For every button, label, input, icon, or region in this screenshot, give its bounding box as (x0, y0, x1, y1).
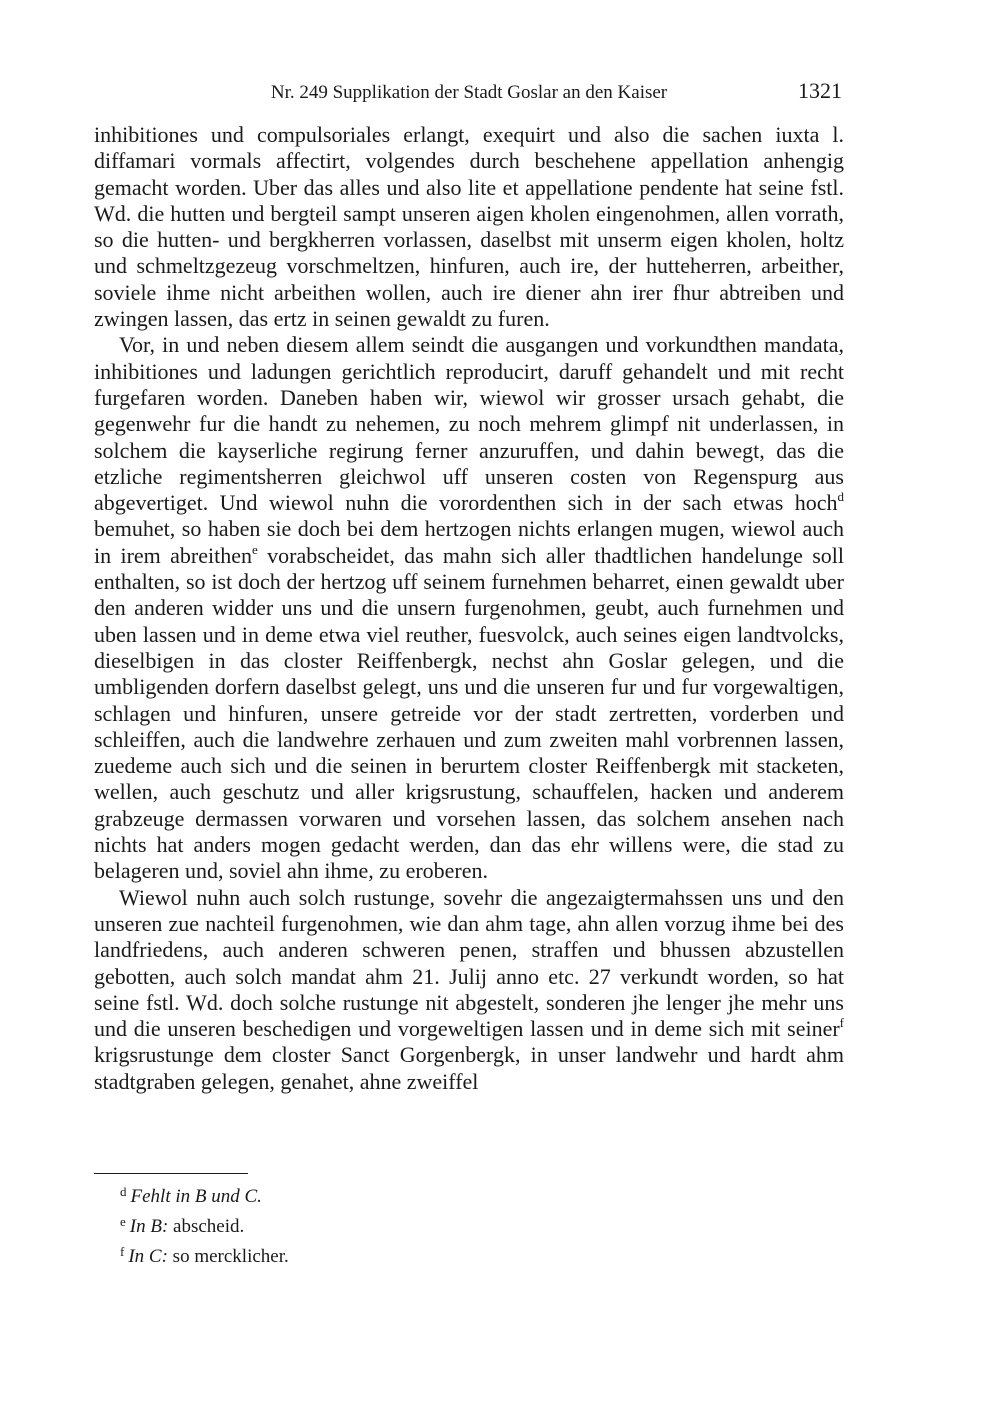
paragraph-2-text-a: Vor, in und neben diesem allem seindt die ausgangen und vorkundthen mandata, inhibitiones und ladungen gerichtlich reproducirt, daruff gehandelt und mit recht furgefaren worden. Daneben haben wir, wiewol wir grosser ursach gehabt, die gegenwehr fur die handt zu nehemen, zu noch mehrem glimpf nit underlassen, in solchem die kayserliche regirung ferner anzuruffen, und dahin bewegt, das die etzliche regimentsherren gleichwol uff unseren costen von Regenspurg aus abgevertiget. Und wiewol nuhn die vorordenthen sich in der sach etwas hoch (94, 332, 844, 516)
paragraph-1-text: inhibitiones und compulsoriales erlangt, exequirt und also die sachen iuxta l. diffamari vormals affectirt, volgendes durch beschehene appellation anhengig gemacht worden. Uber das alles und also lite et appellatione pendente hat seine fstl. Wd. die hutten und bergteil sampt unseren aigen kholen eingenohmen, allen vorrath, so die hutten- und bergkherren vorlassen, daselbst mit unserm eigen kholen, holtz und schmeltzgezeug vorschmeltzen, hinfuren, auch ire, der hutteherren, arbeither, soviele ihme nicht arbeithen wollen, auch ire diener ahn irer fhur abtreiben und zwingen lassen, das ertz in seinen gewaldt zu furen. (94, 122, 844, 332)
paragraph-3 (94, 885, 844, 1095)
paragraph-2 (94, 332, 844, 884)
footnote-label: Fehlt in B und C. (130, 1186, 262, 1207)
footnote-label: In B: (129, 1216, 169, 1237)
footnote-divider (94, 1173, 248, 1174)
footnote-marker-e[interactable]: e (252, 541, 258, 557)
paragraph-3-text-a: Wiewol nuhn auch solch rustunge, sovehr die angezaigtermahssen uns und den unseren zue nachteil furgenohmen, wie dan ahm tage, ahn allen vorzug ihme bei des landfriedens, auch anderen schweren penen, straffen und bhussen abzustellen gebotten, auch solch mandat ahm 21. Julij anno etc. 27 verkundt worden, so hat seine fstl. Wd. doch solche rustunge nit abgestelt, sonderen jhe lenger jhe mehr uns und die unseren beschedigen und vorgeweltigen lassen und in deme sich mit seiner (94, 884, 844, 1042)
paragraph-2-text-c: vorabscheidet, das mahn sich aller thadtlichen handelunge soll enthalten, so ist doch der hertzog uff seinem furnehmen beharret, einen gewaldt uber den anderen widder uns und die unsern furgenohmen, geubt, auch furnehmen und uben lassen und in deme etwa viel reuther, fuesvolck, auch seines eigen landtvolcks, dieselbigen in das closter Reiffenbergk, nechst ahn Goslar gelegen, und die umbligenden dorfern daselbst gelegt, uns und die unseren fur und fur vorgewaltigen, schlagen und hinfuren, unsere getreide vor der stadt zertretten, vorderben und schleiffen, auch die landwehre zerhauen und zum zweiten mahl vorbrennen lassen, zuedeme auch sich und die seinen in berurtem closter Reiffenbergk mit stacketen, wellen, auch geschutz und aller krigsrustung, schauffelen, hacken und anderem grabzeuge dermassen vorwaren und vorsehen lassen, das solchem ansehen nach nichts hat anders mogen gedacht werden, dan das ehr willens were, die stad zu belageren und, soviel ahn ihme, zu eroberen. (94, 542, 844, 884)
footnote-d (120, 1179, 720, 1209)
footnote-mark: f (120, 1244, 125, 1259)
footnotes (120, 1179, 720, 1269)
footnote-f (120, 1239, 720, 1269)
paragraph-3-text-b: krigsrustunge dem closter Sanct Gorgenbergk, in unser landwehr und hardt ahm stadtgraben gelegen, genahet, ahne zweiffel (94, 1042, 844, 1094)
paragraph-1 (94, 122, 844, 332)
footnote-text: so mercklicher. (167, 1246, 289, 1267)
footnote-e (120, 1209, 720, 1239)
body-text (94, 122, 844, 1095)
page-number: 1321 (798, 78, 842, 103)
footnote-mark: d (120, 1184, 127, 1199)
footnote-text: abscheid. (168, 1216, 245, 1237)
paragraph-2-text-b: bemuhet, so haben sie doch bei dem hertzogen nichts erlangen mugen, wiewol auch in irem abreithen (94, 516, 844, 568)
footnote-label: In C: (128, 1246, 168, 1267)
footnote-marker-d[interactable]: d (837, 489, 844, 505)
header-title: Nr. 249 Supplikation der Stadt Goslar an den Kaiser (270, 82, 668, 103)
running-header (94, 80, 844, 106)
footnote-mark: e (120, 1214, 126, 1229)
footnote-marker-f[interactable]: f (839, 1015, 844, 1031)
